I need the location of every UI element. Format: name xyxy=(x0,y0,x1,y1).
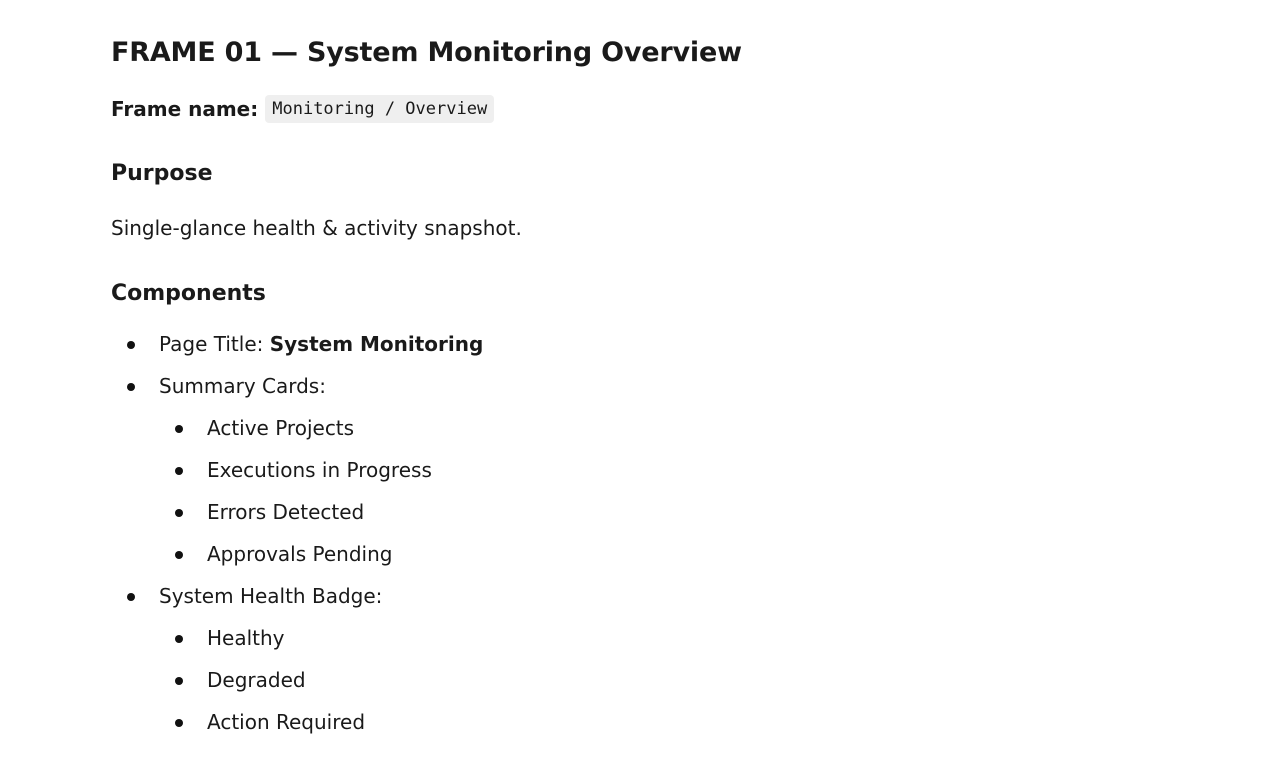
summary-card-label: Approvals Pending xyxy=(207,542,393,566)
purpose-heading: Purpose xyxy=(111,161,213,186)
health-state-label: Healthy xyxy=(207,626,285,650)
health-badge-label: System Health Badge: xyxy=(159,584,383,608)
list-item-health-state xyxy=(111,663,483,705)
health-state-label: Degraded xyxy=(207,668,306,692)
list-item-summary-card xyxy=(111,537,483,579)
components-heading: Components xyxy=(111,281,266,306)
bullet-icon xyxy=(175,719,183,727)
list-item-summary-card xyxy=(111,411,483,453)
bullet-icon xyxy=(175,635,183,643)
page-title-value: System Monitoring xyxy=(269,332,484,356)
summary-card-label: Executions in Progress xyxy=(207,458,432,482)
summary-card-label: Active Projects xyxy=(207,416,355,440)
list-item-summary-card xyxy=(111,495,483,537)
list-item-health-state xyxy=(111,705,483,747)
bullet-icon xyxy=(127,341,135,349)
bullet-icon xyxy=(127,383,135,391)
bullet-icon xyxy=(175,551,183,559)
frame-title: FRAME 01 — System Monitoring Overview xyxy=(111,37,742,68)
components-list xyxy=(111,327,483,747)
list-item-health-state xyxy=(111,621,483,663)
list-item-summary-card xyxy=(111,453,483,495)
page-title-label: Page Title: xyxy=(159,332,270,356)
frame-name-label: Frame name: xyxy=(111,97,259,121)
bullet-icon xyxy=(175,467,183,475)
summary-card-label: Errors Detected xyxy=(207,500,365,524)
list-item-health-badge xyxy=(111,579,483,621)
bullet-icon xyxy=(175,425,183,433)
summary-cards-label: Summary Cards: xyxy=(159,374,326,398)
list-item-summary-cards xyxy=(111,369,483,411)
list-item-page-title xyxy=(111,327,483,369)
purpose-text: Single-glance health & activity snapshot. xyxy=(111,216,522,240)
bullet-icon xyxy=(175,677,183,685)
bullet-icon xyxy=(127,593,135,601)
frame-name-row xyxy=(111,95,494,123)
health-state-label: Action Required xyxy=(207,710,366,734)
frame-name-code: Monitoring / Overview xyxy=(265,95,494,123)
bullet-icon xyxy=(175,509,183,517)
